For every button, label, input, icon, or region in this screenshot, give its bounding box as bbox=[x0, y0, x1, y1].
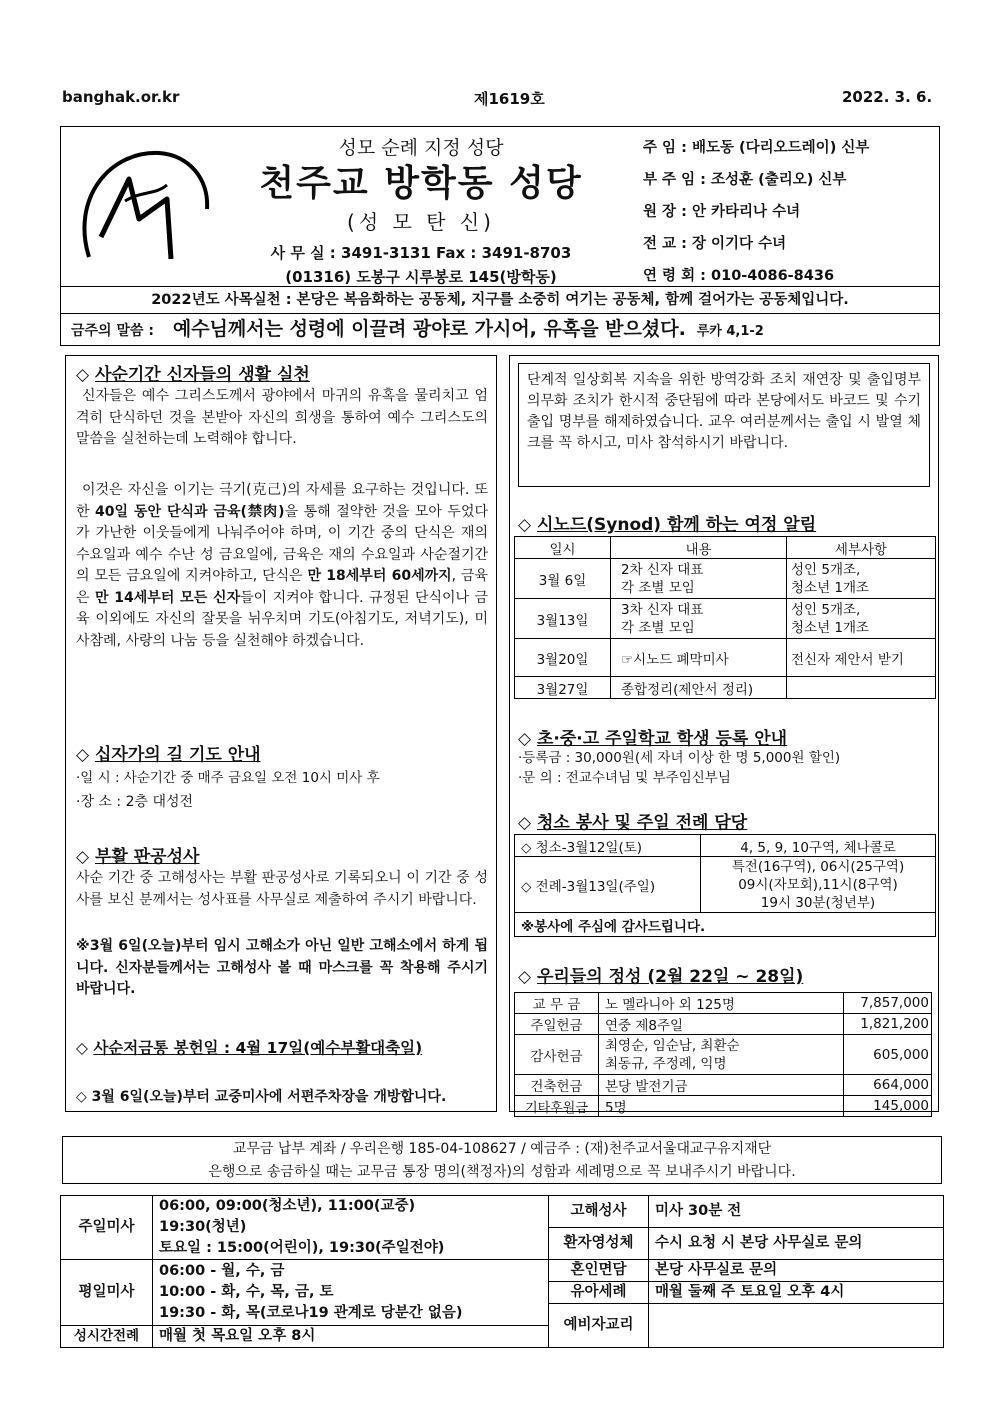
finance-title: ◇ 우리들의 정성 (2월 22일 ~ 28일) bbox=[518, 967, 804, 987]
service-table bbox=[514, 834, 936, 937]
table-row: 3월 6일 2차 신자 대표 각 조별 모임 성인 5개조, 청소년 1개조 bbox=[515, 559, 936, 599]
weekly-word-text: 예수님께서는 성령에 이끌려 광야로 가시어, 유혹을 받으셨다. bbox=[172, 318, 686, 340]
liturgy-value: 특전(16구역), 06시(25구역) 09시(자모회),11시(8구역) 19시 30분(청년부) bbox=[701, 857, 936, 913]
staff-pastor: 주 임 : 배도동 (다리오드레이) 신부 bbox=[643, 140, 870, 156]
service-thanks: ※봉사에 주심에 감사드립니다. bbox=[515, 913, 936, 937]
synod-table bbox=[514, 536, 936, 699]
bulletin-name: (성 모 탄 신) bbox=[347, 210, 495, 234]
sunday-mass-times: 06:00, 09:00(청소년), 11:00(교중) 19:30(청년) 토요일 : 15:00(어린이), 19:30(주일전야) bbox=[153, 1196, 549, 1260]
table-row: 감사헌금 최영순, 임순남, 최환순 최동규, 주정례, 익명 605,000 bbox=[515, 1035, 932, 1075]
lent-paragraph-2: 이것은 자신을 이기는 극기(克己)의 자세를 요구하는 것입니다. 또한 40일 동안 단식과 금육(禁肉)을 통해 절약한 것을 모아 두었다가 가난한 이웃들에게 나눠주어야 하며, 이 기간 중의 단식은 재의 수요일과 예수 수난 성 금요일에, 금육은 재의 수요일과 사순절기간의 모든 금요일에 지켜야하고, 단식은 만 18세부터 60세까지, 금육은 만 14세부터 모든 신자들이 지켜야 합니다. 규정된 단식이나 금육 이외에도 자신의 잘못을 뉘우치며 기도(아침기도, 저녁기도), 미사참례, 사랑의 나눔 등을 실천해야 하겠습니다. bbox=[76, 482, 488, 649]
parish-address: (01316) 도봉구 시루봉로 145(방학동) bbox=[285, 268, 557, 286]
weekday-mass-label: 평일미사 bbox=[61, 1260, 153, 1326]
staff-list bbox=[643, 133, 939, 293]
right-column bbox=[509, 355, 939, 1116]
confession-label: 고해성사 bbox=[549, 1196, 649, 1228]
staff-assistant: 부 주 임 : 조성훈 (출리오) 신부 bbox=[643, 172, 847, 188]
adoration-value: 매월 첫 목요일 오후 8시 bbox=[153, 1326, 549, 1348]
account-line-2: 은행으로 송금하실 때는 교무금 통장 명의(책정자)의 성함과 세례명으로 꼭 보내주시기 바랍니다. bbox=[208, 1164, 796, 1180]
account-line-1: 교무금 납부 계좌 / 우리은행 185-04-108627 / 예금주 : (재)천주교서울대교구유지재단 bbox=[232, 1141, 772, 1157]
sunday-mass-label: 주일미사 bbox=[61, 1196, 153, 1260]
sick-communion-value: 수시 요청 시 본당 사무실로 문의 bbox=[649, 1228, 944, 1260]
confession-value: 미사 30분 전 bbox=[649, 1196, 944, 1228]
staff-funeral: 연 령 회 : 010-4086-8436 bbox=[643, 268, 835, 284]
weekday-mass-times: 06:00 - 월, 수, 금 10:00 - 화, 수, 목, 금, 토 19:30 - 화, 목(코로나19 관계로 당분간 없음) bbox=[153, 1260, 549, 1326]
synod-header-content: 내용 bbox=[611, 537, 787, 559]
school-fee: ·등록금 : 30,000원(세 자녀 이상 한 명 5,000원 할인) bbox=[518, 750, 841, 766]
parish-title: 천주교 방학동 성당 bbox=[259, 163, 583, 204]
staff-director: 원 장 : 안 카타리나 수녀 bbox=[643, 204, 801, 220]
infant-baptism-label: 유아세례 bbox=[549, 1282, 649, 1304]
liturgy-label: ◇ 전례-3월13일(주일) bbox=[515, 857, 701, 913]
school-title: ◇ 초·중·고 주일학교 학생 등록 안내 bbox=[518, 729, 788, 749]
masthead bbox=[60, 126, 940, 286]
synod-title: ◇ 시노드(Synod) 함께 하는 여정 알림 bbox=[518, 515, 817, 535]
offering-title: ◇ 사순저금통 봉헌일 : 4월 17일(예수부활대축일) bbox=[76, 1039, 423, 1057]
quarantine-notice: 단계적 일상회복 지속을 위한 방역강화 조치 재연장 및 출입명부 의무화 조치가 한시적 중단됨에 따라 본당에서도 바코드 및 수기 출입 명부를 해제하였습니다. 교우 여러분께서는 출입 시 발열 체크를 꼭 하시고, 미사 참석하시기 바랍니다. bbox=[518, 363, 930, 487]
school-contact: ·문 의 : 전교수녀님 및 부주임신부님 bbox=[518, 770, 731, 786]
mass-schedule bbox=[60, 1195, 944, 1348]
issue-number: 제1619호 bbox=[474, 90, 545, 108]
service-title: ◇ 청소 봉사 및 주일 전례 담당 bbox=[518, 813, 748, 833]
confession-paragraph-2: ※3월 6일(오늘)부터 임시 고해소가 아닌 일반 고해소에서 하게 됩니다. 신자분들께서는 고해성사 볼 때 마스크를 꼭 착용해 주시기 바랍니다. bbox=[76, 938, 488, 997]
confession-paragraph-1: 사순 기간 중 고해성사는 부활 판공성사로 기록되오니 이 기간 중 성사를 보신 분께서는 성사표를 사무실로 제출하여 주시기 바랍니다. bbox=[76, 870, 488, 908]
synod-header-detail: 세부사항 bbox=[787, 537, 936, 559]
weekly-word-ref: 루카 4,1-2 bbox=[696, 324, 764, 339]
account-info bbox=[62, 1136, 942, 1184]
cross-place: ·장 소 : 2층 대성전 bbox=[76, 794, 194, 810]
finance-table bbox=[514, 992, 932, 1117]
catechism-value bbox=[649, 1304, 944, 1348]
marriage-label: 혼인면담 bbox=[549, 1260, 649, 1282]
pastoral-motto: 2022년도 사목실천 : 본당은 복음화하는 공동체, 지구를 소중히 여기는 공동체, 함께 걸어가는 공동체입니다. bbox=[60, 286, 940, 314]
parish-subtitle: 성모 순례 지정 성당 bbox=[338, 137, 504, 159]
parish-logo-icon bbox=[69, 139, 211, 279]
table-row: 주일헌금 연중 제8주일 1,821,200 bbox=[515, 1014, 932, 1035]
table-row: 3월20일 ☞시노드 폐막미사 전신자 제안서 받기 bbox=[515, 639, 936, 677]
office-phone: 사 무 실 : 3491-3131 Fax : 3491-8703 bbox=[270, 244, 572, 262]
cleaning-value: 4, 5, 9, 10구역, 체나콜로 bbox=[701, 835, 936, 857]
weekly-word-label: 금주의 말씀 : bbox=[71, 323, 154, 339]
left-column bbox=[65, 355, 497, 1112]
issue-date: 2022. 3. 6. bbox=[842, 88, 933, 106]
masthead-center bbox=[211, 131, 631, 289]
confession-title: ◇ 부활 판공성사 bbox=[76, 847, 200, 867]
catechism-label: 예비자교리 bbox=[549, 1304, 649, 1348]
table-row: 3월13일 3차 신자 대표 각 조별 모임 성인 5개조, 청소년 1개조 bbox=[515, 599, 936, 639]
weekly-word bbox=[60, 314, 940, 346]
adoration-label: 성시간전례 bbox=[61, 1326, 153, 1348]
lent-title: ◇ 사순기간 신자들의 생활 실천 bbox=[76, 365, 310, 385]
table-row: 교 무 금 노 멜라니아 외 125명 7,857,000 bbox=[515, 993, 932, 1014]
sick-communion-label: 환자영성체 bbox=[549, 1228, 649, 1260]
cross-time: ·일 시 : 사순기간 중 매주 금요일 오전 10시 미사 후 bbox=[76, 770, 380, 786]
cleaning-label: ◇ 청소-3월12일(토) bbox=[515, 835, 701, 857]
table-row: 건축헌금 본당 발전기금 664,000 bbox=[515, 1075, 932, 1096]
cross-title: ◇ 십자가의 길 기도 안내 bbox=[76, 745, 261, 765]
table-row: 기타후원금 5명 145,000 bbox=[515, 1096, 932, 1117]
marriage-value: 본당 사무실로 문의 bbox=[649, 1260, 944, 1282]
infant-baptism-value: 매월 둘째 주 토요일 오후 4시 bbox=[649, 1282, 944, 1304]
staff-catechist: 전 교 : 장 이기다 수녀 bbox=[643, 236, 787, 252]
lent-paragraph-1: 신자들은 예수 그리스도께서 광야에서 마귀의 유혹을 물리치고 엄격히 단식하던 것을 본받아 자신의 희생을 통하여 예수 그리스도의 말씀을 실천하는데 노력해야 합니다. bbox=[76, 388, 488, 447]
website: banghak.or.kr bbox=[62, 88, 180, 106]
synod-header-date: 일시 bbox=[515, 537, 611, 559]
parking-notice: ◇ 3월 6일(오늘)부터 교중미사에 서편주차장을 개방합니다. bbox=[76, 1089, 447, 1105]
table-row: 3월27일 종합정리(제안서 정리) bbox=[515, 677, 936, 699]
